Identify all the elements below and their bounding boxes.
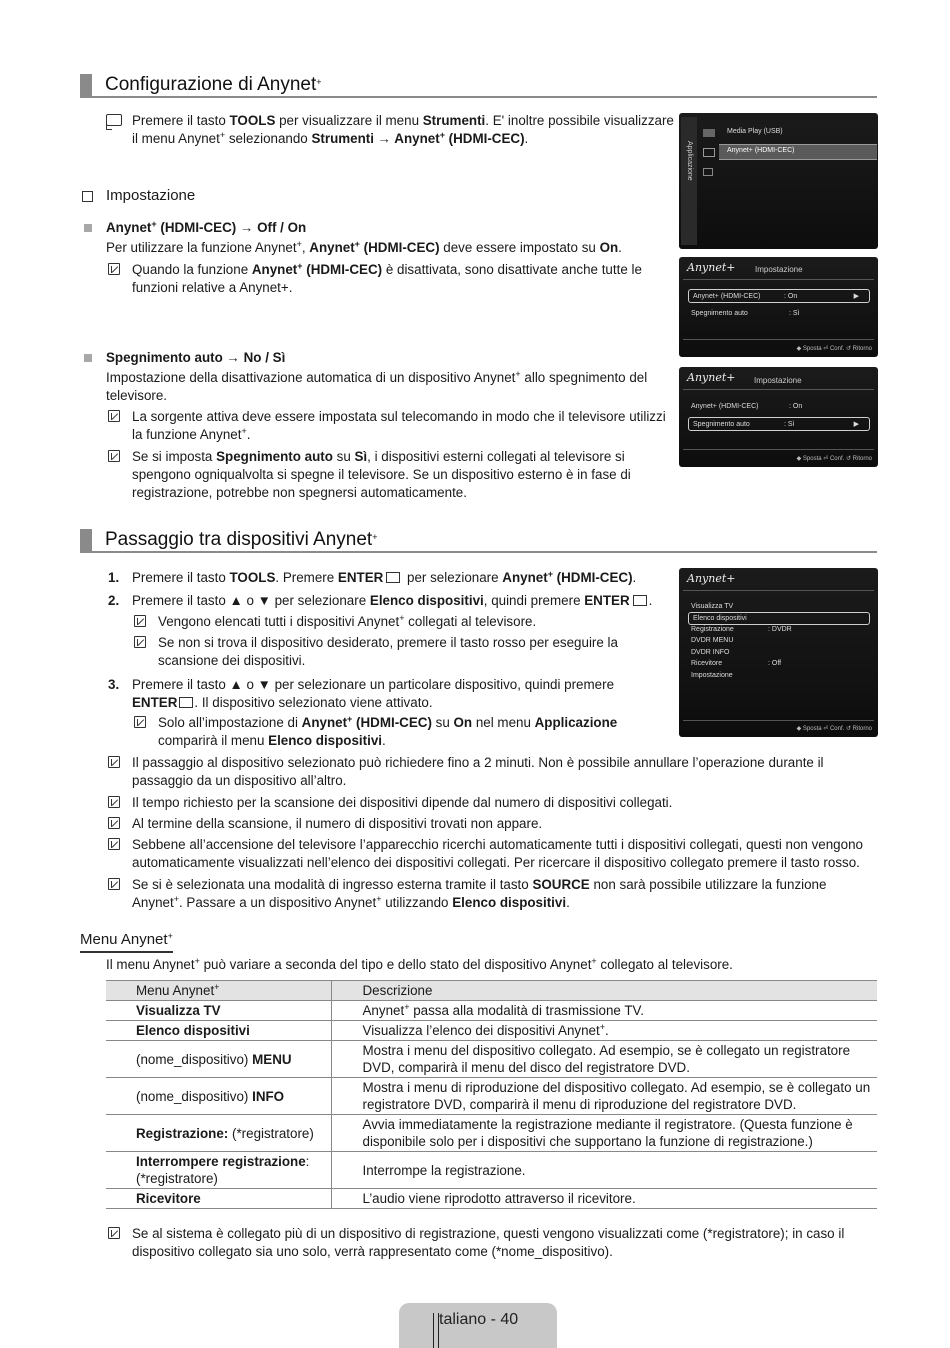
item2-note2: Se si imposta Spegnimento auto su Sì, i dispositivi esterni collegati al televisore si spengono ogniqualvolta si spegne il televisore. Se un dispositivo esterno è in fase di registrazione, potrebbe non spegnersi automaticamente. [132,449,631,500]
table-row [106,1001,877,1021]
anynet-logo: Anynet+ [687,261,736,274]
screen-footer: ◆ Sposta ⏎ Conf. ↺ Ritorno [796,346,872,352]
step2-note1: Vengono elencati tutti i dispositivi Anynet+ collegati al televisore. [158,613,537,629]
side-strip [681,117,697,245]
divider [683,720,874,721]
screen-footer: ◆ Sposta ⏎ Conf. ↺ Ritorno [796,456,872,462]
device-item-ricevitore[interactable]: Ricevitore : Off [691,660,782,667]
item1-title: Anynet+ (HDMI-CEC) → Off / On [106,219,307,235]
square-bullet [84,224,92,232]
table-row [106,1152,877,1189]
note-icon [134,636,146,648]
final-note: Se al sistema è collegato più di un dispositivo di registrazione, questi vengono visualizzati come (*registratore); in caso il dispositivo collegato sia uno solo, verrà rappresentato come (*nome_dispositivo). [132,1226,845,1259]
screen-title: Impostazione [755,265,803,274]
divider [683,279,874,280]
divider [683,449,874,450]
note-icon [108,1227,120,1239]
table-cell: Anynet+ passa alla modalità di trasmissione TV. [331,1001,877,1021]
note-icon [108,838,120,850]
step2: Premere il tasto ▲ o ▼ per selezionare Elenco dispositivi, quindi premere ENTER . [132,593,653,608]
arrow-right-icon: ▶ [853,421,859,428]
heading-bar [80,74,92,98]
table-row [106,1078,877,1115]
anynet-icon [703,148,715,157]
general-note-4: Sebbene all’accensione del televisore l’apparecchio ricerchi automaticamente tutti i dispositivi collegati, questi non vengono automaticamente visualizzati nell’elenco dei dispositivi collegati. Per ricercare il dispositivo collegato premere il tasto rosso. [132,837,863,870]
step-number: 3. [108,677,120,692]
note-icon [108,450,120,462]
menu-anynet-table [106,980,877,1209]
table-cell: Ricevitore [106,1189,331,1209]
enter-icon [179,697,193,708]
note-icon [108,878,120,890]
impostazione-heading: Impostazione [106,187,196,204]
anynet-logo: Anynet+ [687,371,736,384]
table-header-cell: Descrizione [331,981,877,1001]
item1-desc: Per utilizzare la funzione Anynet+, Anynet+ (HDMI-CEC) deve essere impostato su On. [106,239,622,255]
menu-anynet-intro: Il menu Anynet+ può variare a seconda del tipo e dello stato del dispositivo Anynet+ collegato al televisore. [106,956,733,972]
general-note-2: Il tempo richiesto per la scansione dei dispositivi dipende dal numero di dispositivi collegati. [132,795,673,810]
step2-note2: Se non si trova il dispositivo desiderato, premere il tasto rosso per eseguire la scansione dei dispositivi. [158,635,618,668]
step3-note: Solo all’impostazione di Anynet+ (HDMI-CEC) su On nel menu Applicazione comparirà il menu Elenco dispositivi. [158,714,618,748]
enter-icon [633,595,647,606]
screen-title: Impostazione [754,376,802,385]
step-number: 2. [108,593,120,608]
step3: Premere il tasto ▲ o ▼ per selezionare un particolare dispositivo, quindi premere ENTER . Il dispositivo selezionato viene attivato. [132,677,615,710]
device-item-dvdr-menu[interactable]: DVDR MENU [691,637,734,644]
table-cell: Avvia immediatamente la registrazione mediante il registratore. (Questa funzione è disponibile solo per i dispositivi che supportano la funzione di registrazione.) [331,1115,877,1152]
table-cell: Visualizza l’elenco dei dispositivi Anynet+. [331,1021,877,1041]
item2-desc: Impostazione della disattivazione automatica di un dispositivo Anynet+ allo spegnimento del televisore. [106,369,648,403]
table-cell: Visualizza TV [106,1001,331,1021]
divider [683,339,874,340]
section-title: Configurazione di Anynet [105,74,317,95]
step1: Premere il tasto TOOLS. Premere ENTER per selezionare Anynet+ (HDMI-CEC). [132,569,637,585]
table-cell: Interrompe la registrazione. [331,1152,877,1189]
sup-plus: + [372,532,378,542]
menu-item-media-play[interactable]: Media Play (USB) [727,128,783,135]
table-row [106,1189,877,1209]
note-icon [108,817,120,829]
enter-icon [386,572,400,583]
table-cell: Mostra i menu del dispositivo collegato. Ad esempio, se è collegato un registratore DVD, comparirà il menu del disco del registratore DVD. [331,1041,877,1078]
step-number: 1. [108,570,120,585]
app-icon [703,168,713,176]
device-item-impostazione[interactable]: Impostazione [691,672,733,679]
setup-row-anynet[interactable]: Anynet+ (HDMI-CEC) : On [691,403,803,410]
menu-anynet-heading: Menu Anynet+ [80,930,173,953]
table-cell: (nome_dispositivo) INFO [106,1078,331,1115]
item2-note1: La sorgente attiva deve essere impostata sul telecomando in modo che il televisore utilizzi la funzione Anynet+. [132,409,666,442]
page-number: taliano - 40 [439,1311,519,1328]
general-note-3: Al termine della scansione, il numero di dispositivi trovati non appare. [132,816,543,831]
device-item-dvdr-info[interactable]: DVDR INFO [691,649,730,656]
item1-note: Quando la funzione Anynet+ (HDMI-CEC) è disattivata, sono disattivate anche tutte le funzioni relative a Anynet+. [132,261,642,295]
section-heading-configurazione [80,74,877,98]
note-icon [134,716,146,728]
tools-icon [106,114,122,126]
setup-row-spegnimento[interactable]: Spegnimento auto : Sì [691,310,800,317]
screen-footer: ◆ Sposta ⏎ Conf. ↺ Ritorno [796,726,872,732]
device-item-elenco[interactable]: Elenco dispositivi [688,612,870,625]
square-bullet [84,354,92,362]
table-cell: L’audio viene riprodotto attraverso il ricevitore. [331,1189,877,1209]
anynet-logo: Anynet+ [687,572,736,585]
screen-applicazione [679,113,878,249]
table-cell: Mostra i menu di riproduzione del dispositivo collegato. Ad esempio, se è collegato un registratore DVD, comparirà il menu di riproduzione del registratore DVD. [331,1078,877,1115]
setup-row-anynet[interactable]: Anynet+ (HDMI-CEC) : On ▶ [688,289,870,303]
table-cell: Elenco dispositivi [106,1021,331,1041]
tools-note: Premere il tasto TOOLS per visualizzare il menu Strumenti. E' inoltre possibile visualizzare il menu Anynet+ selezionando Strumenti → Anynet+ (HDMI-CEC). [132,113,674,146]
note-icon [108,756,120,768]
screen-impostazione-2 [679,367,878,467]
screen-elenco-dispositivi [679,568,878,737]
screen-impostazione-1 [679,257,878,357]
table-cell: Interrompere registrazione: (*registratore) [106,1152,331,1189]
checkbox-bullet [82,191,93,202]
heading-bar [80,529,92,553]
page-footer [399,1303,557,1348]
item2-title: Spegnimento auto → No / Sì [106,350,286,365]
note-icon [134,615,146,627]
divider [683,590,874,591]
table-cell: Registrazione: (*registratore) [106,1115,331,1152]
note-icon [108,410,120,422]
divider [683,389,874,390]
general-note-5: Se si è selezionata una modalità di ingresso esterna tramite il tasto SOURCE non sarà possibile utilizzare la funzione Anynet+. Passare a un dispositivo Anynet+ utilizzando Elenco dispositivi. [132,877,827,910]
section-heading-passaggio [80,529,877,553]
arrow-right-icon: ▶ [853,293,859,300]
table-cell: (nome_dispositivo) MENU [106,1041,331,1078]
table-row [106,1021,877,1041]
table-row [106,1115,877,1152]
note-icon [108,263,120,275]
device-item-visualizza-tv[interactable]: Visualizza TV [691,603,734,610]
section-title: Passaggio tra dispositivi Anynet [105,529,373,550]
general-note-1: Il passaggio al dispositivo selezionato può richiedere fino a 2 minuti. Non è possibile annullare l’operazione durante il passaggio da un dispositivo all’altro. [132,755,824,788]
usb-icon [703,129,715,137]
device-item-registrazione[interactable]: Registrazione : DVDR [691,626,792,633]
table-header-cell: Menu Anynet+ [106,981,331,1001]
menu-item-anynet[interactable]: Anynet+ (HDMI-CEC) [727,147,795,154]
sup-plus: + [316,77,322,87]
note-icon [108,796,120,808]
table-row [106,1041,877,1078]
setup-row-spegnimento[interactable]: Spegnimento auto : Sì ▶ [688,417,870,431]
side-label [684,141,694,159]
table-header-row [106,981,877,1001]
